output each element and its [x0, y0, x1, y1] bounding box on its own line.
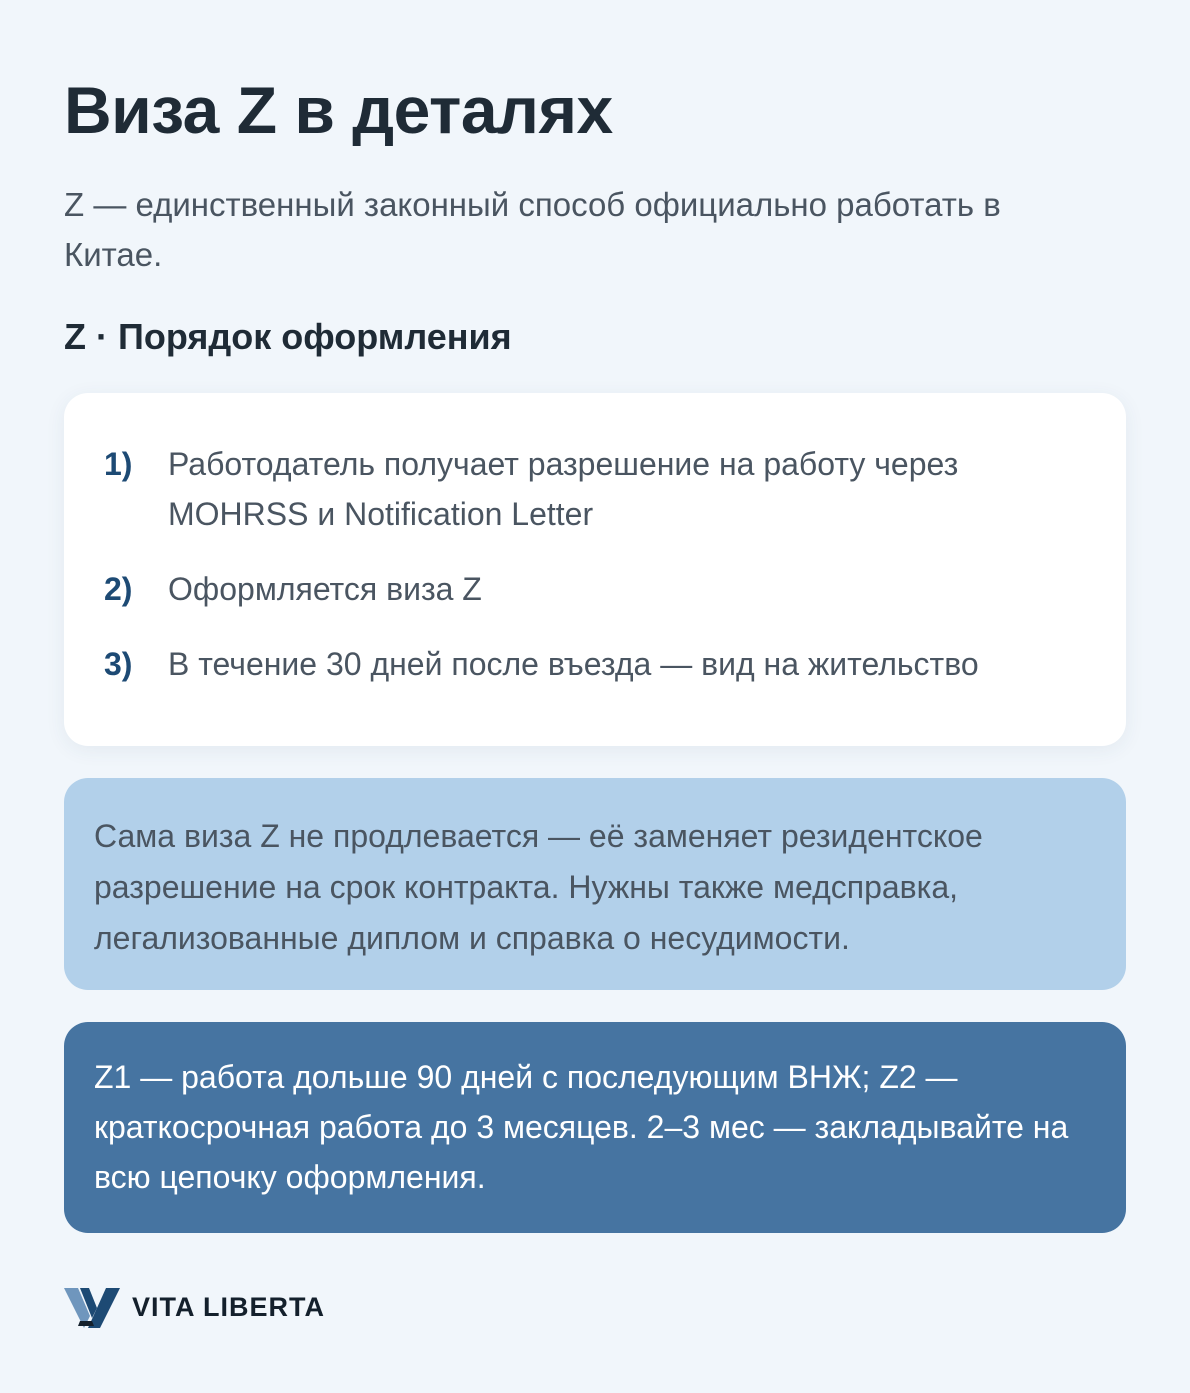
info-card — [64, 1022, 1126, 1233]
vita-liberta-logo-icon — [64, 1286, 120, 1328]
step-number: 3) — [104, 646, 133, 682]
step-text: Оформляется виза Z — [168, 571, 482, 607]
info-text: Z1 — работа дольше 90 дней с последующим ВНЖ; Z2 — краткосрочная работа до 3 месяцев. 2–3 мес — закладывайте на всю цепочку оформления. — [94, 1059, 1069, 1195]
section-heading: Z · Порядок оформления — [64, 316, 512, 357]
steps-card — [64, 393, 1126, 746]
lead-paragraph: Z — единственный законный способ официально работать в Китае. — [64, 186, 1001, 273]
step-text: В течение 30 дней после въезда — вид на жительство — [168, 646, 979, 682]
step-number: 1) — [104, 446, 133, 482]
step-number: 2) — [104, 571, 133, 607]
list-item — [104, 564, 1086, 614]
step-text: Работодатель получает разрешение на работу через MOHRSS и Notification Letter — [168, 446, 959, 532]
page-title: Виза Z в деталях — [64, 73, 613, 147]
note-card — [64, 778, 1126, 990]
list-item — [104, 439, 1086, 539]
list-item — [104, 639, 1086, 689]
brand-footer — [64, 1286, 325, 1328]
brand-name: VITA LIBERTA — [132, 1292, 325, 1322]
note-text: Сама виза Z не продлевается — её заменяет резидентское разрешение на срок контракта. Нужны также медсправка, легализованные диплом и справка о несудимости. — [94, 818, 983, 956]
